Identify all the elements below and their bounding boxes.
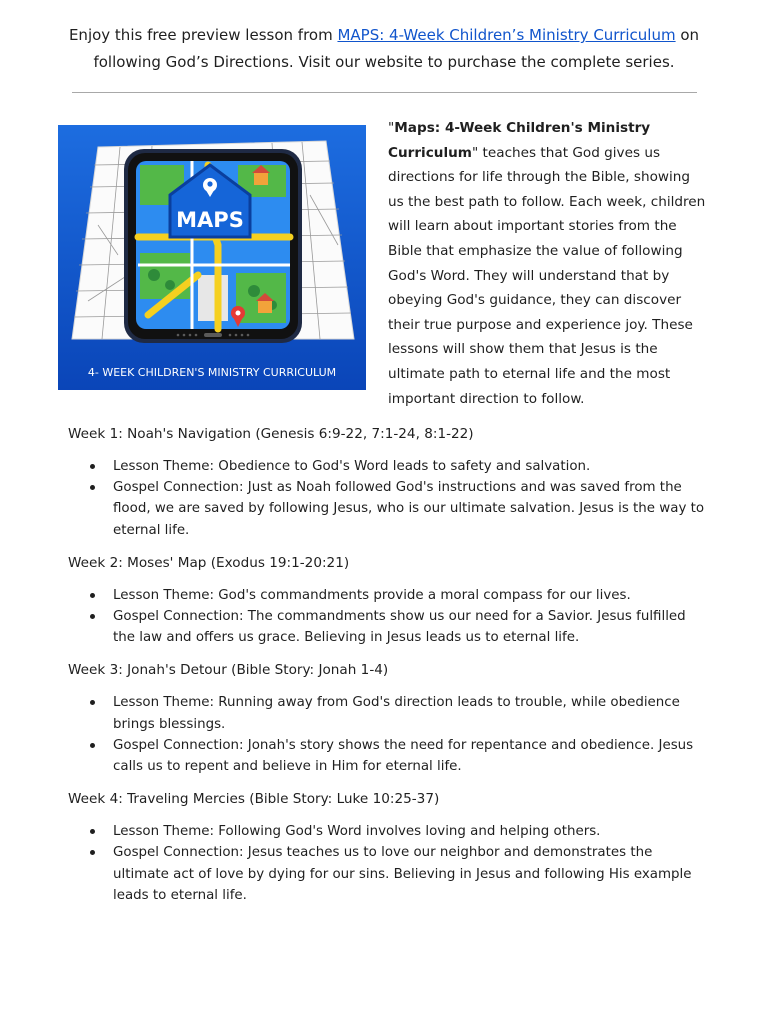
- week-3: [68, 659, 708, 777]
- header-line-2: following God’s Directions. Visit our website to purchase the complete series.: [93, 52, 675, 71]
- week-points: [68, 692, 708, 777]
- maps-cover-illustration: [58, 125, 366, 390]
- week-2: [68, 552, 708, 649]
- list-item: Gospel Connection: The commandments show us our need for a Savior. Jesus fulfilled the law and offers us grace. Believing in Jesus leads us to eternal life.: [68, 606, 708, 648]
- week-title: Week 1: Noah's Navigation (Genesis 6:9-22, 7:1-24, 8:1-22): [68, 426, 474, 442]
- list-item: Gospel Connection: Jesus teaches us to love our neighbor and demonstrates the ultimate act of love by dying for our sins. Believing in Jesus and following His example leads to eternal life.: [68, 842, 708, 906]
- list-item: Lesson Theme: Obedience to God's Word leads to safety and salvation.: [68, 456, 708, 477]
- list-item: Gospel Connection: Jonah's story shows the need for repentance and obedience. Jesus calls us to repent and believe in Him for eternal life.: [68, 735, 708, 777]
- header-text-after: on: [675, 26, 700, 44]
- cover-image: [58, 125, 366, 390]
- week-title: Week 4: Traveling Mercies (Bible Story: Luke 10:25-37): [68, 791, 440, 808]
- curriculum-link[interactable]: MAPS: 4-Week Children’s Ministry Curriculum: [337, 26, 676, 44]
- week-title: Week 2: Moses' Map (Exodus 19:1-20:21): [68, 554, 350, 571]
- header-line-1: [0, 22, 768, 49]
- week-1: [68, 423, 708, 541]
- intro-paragraph: [388, 116, 706, 411]
- list-item: Lesson Theme: Following God's Word involves loving and helping others.: [68, 821, 708, 842]
- intro-text: " teaches that God gives us directions for life through the Bible, showing us the best path to follow. Each week, children will learn about important stories from the Bible that emphasize the value of following God's Word. They will understand that by obeying God's guidance, they can discover their true purpose and experience joy. These lessons will show them that Jesus is the ultimate path to eternal life and the most important direction to follow.: [388, 144, 706, 407]
- intro-title: Maps: 4-Week Children's Ministry Curriculum: [388, 120, 651, 161]
- week-4: [68, 788, 708, 906]
- week-points: [68, 821, 708, 906]
- maps-logo-text: MAPS: [176, 208, 244, 232]
- header-text-before: Enjoy this free preview lesson from: [68, 26, 338, 44]
- preview-header: [0, 22, 768, 75]
- week-points: [68, 456, 708, 541]
- week-title: Week 3: Jonah's Detour (Bible Story: Jonah 1-4): [68, 662, 389, 679]
- list-item: Gospel Connection: Just as Noah followed God's instructions and was saved from the flood, we are saved by following Jesus, who is our ultimate salvation. Jesus is the way to eternal life.: [68, 477, 708, 541]
- week-points: [68, 585, 708, 649]
- weeks-list: [68, 423, 708, 917]
- list-item: Lesson Theme: Running away from God's direction leads to trouble, while obedience brings blessings.: [68, 692, 708, 734]
- list-item: Lesson Theme: God's commandments provide a moral compass for our lives.: [68, 585, 708, 606]
- cover-caption: 4- WEEK CHILDREN'S MINISTRY CURRICULUM: [87, 366, 337, 379]
- intro-open-quote: ": [388, 120, 395, 136]
- divider: [72, 92, 697, 93]
